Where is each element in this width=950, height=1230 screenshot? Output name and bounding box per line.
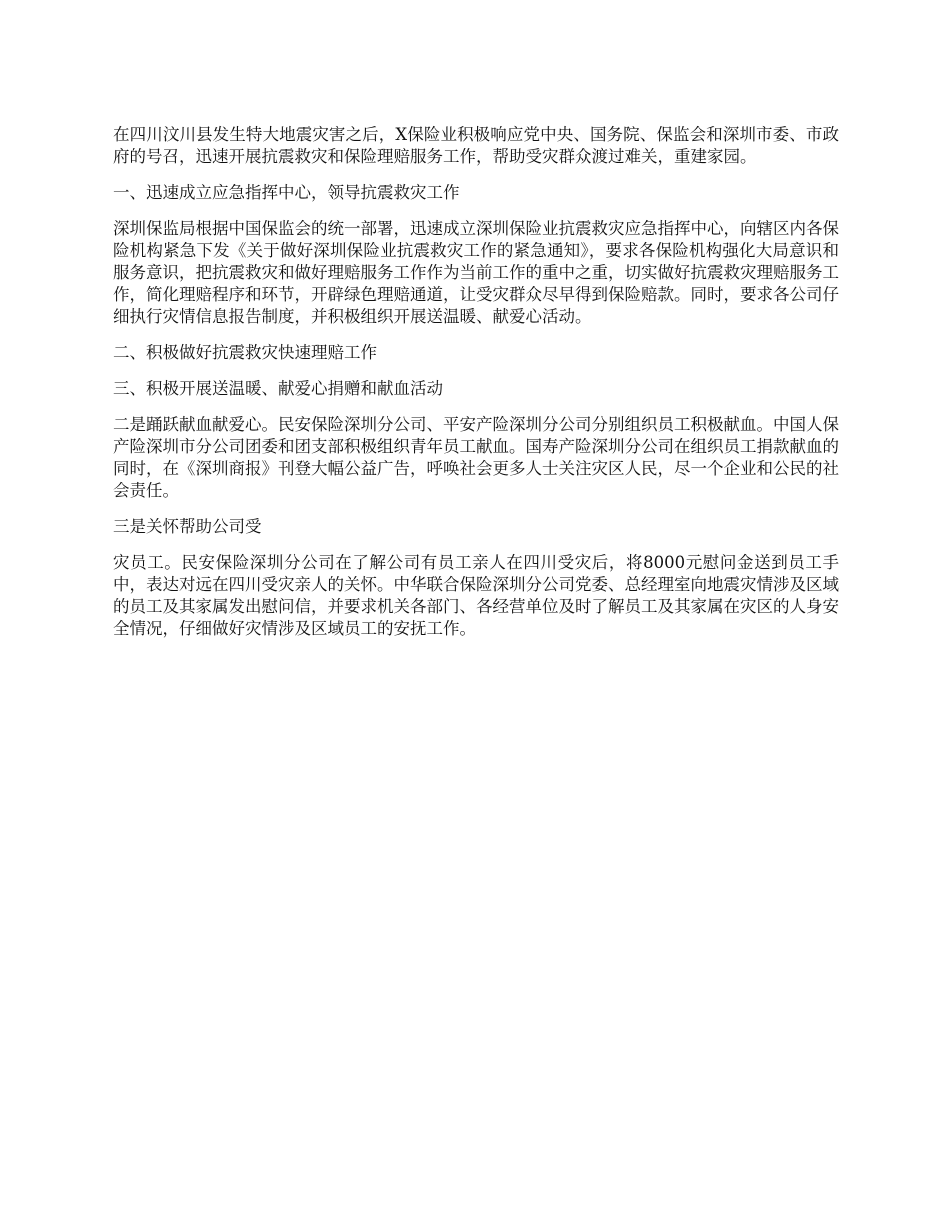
section-1-paragraph: 深圳保监局根据中国保监会的统一部署，迅速成立深圳保险业抗震救灾应急指挥中心，向辖区内各保险机构紧急下发《关于做好深圳保险业抗震救灾工作的紧急通知》，要求各保险机构强化大局意识和服务意识，把抗震救灾和做好理赔服务工作作为当前工作的重中之重，切实做好抗震救灾理赔服务工作，简化理赔程序和环节，开辟绿色理赔通道，让受灾群众尽早得到保险赔款。同时，要求各公司仔细执行灾情信息报告制度，并积极组织开展送温暖、献爱心活动。: [113, 219, 839, 326]
section-3-paragraph-blood: 二是踊跃献血献爱心。民安保险深圳分公司、平安产险深圳分公司分别组织员工积极献血。中国人保产险深圳市分公司团委和团支部积极组织青年员工献血。国寿产险深圳分公司在组织员工捐款献血的同时，在《深圳商报》刊登大幅公益广告，呼唤社会更多人士关注灾区人民，尽一个企业和公民的社会责任。: [113, 415, 839, 500]
section-3-paragraph-care-heading: 三是关怀帮助公司受: [113, 517, 262, 536]
section-heading-2: 二、积极做好抗震救灾快速理赔工作: [113, 343, 377, 362]
section-heading-3: 三、积极开展送温暖、献爱心捐赠和献血活动: [113, 379, 443, 398]
document-body: [113, 124, 839, 654]
section-3-paragraph-care: 灾员工。民安保险深圳分公司在了解公司有员工亲人在四川受灾后，将8000元慰问金送到员工手中，表达对远在四川受灾亲人的关怀。中华联合保险深圳分公司党委、总经理室向地震灾情涉及区域的员工及其家属发出慰问信，并要求机关各部门、各经营单位及时了解员工及其家属在灾区的人身安全情况，仔细做好灾情涉及区域员工的安抚工作。: [113, 553, 839, 638]
intro-paragraph: 在四川汶川县发生特大地震灾害之后，X保险业积极响应党中央、国务院、保监会和深圳市委、市政府的号召，迅速开展抗震救灾和保险理赔服务工作，帮助受灾群众渡过难关，重建家园。: [113, 125, 839, 166]
section-heading-1: 一、迅速成立应急指挥中心，领导抗震救灾工作: [113, 183, 460, 202]
